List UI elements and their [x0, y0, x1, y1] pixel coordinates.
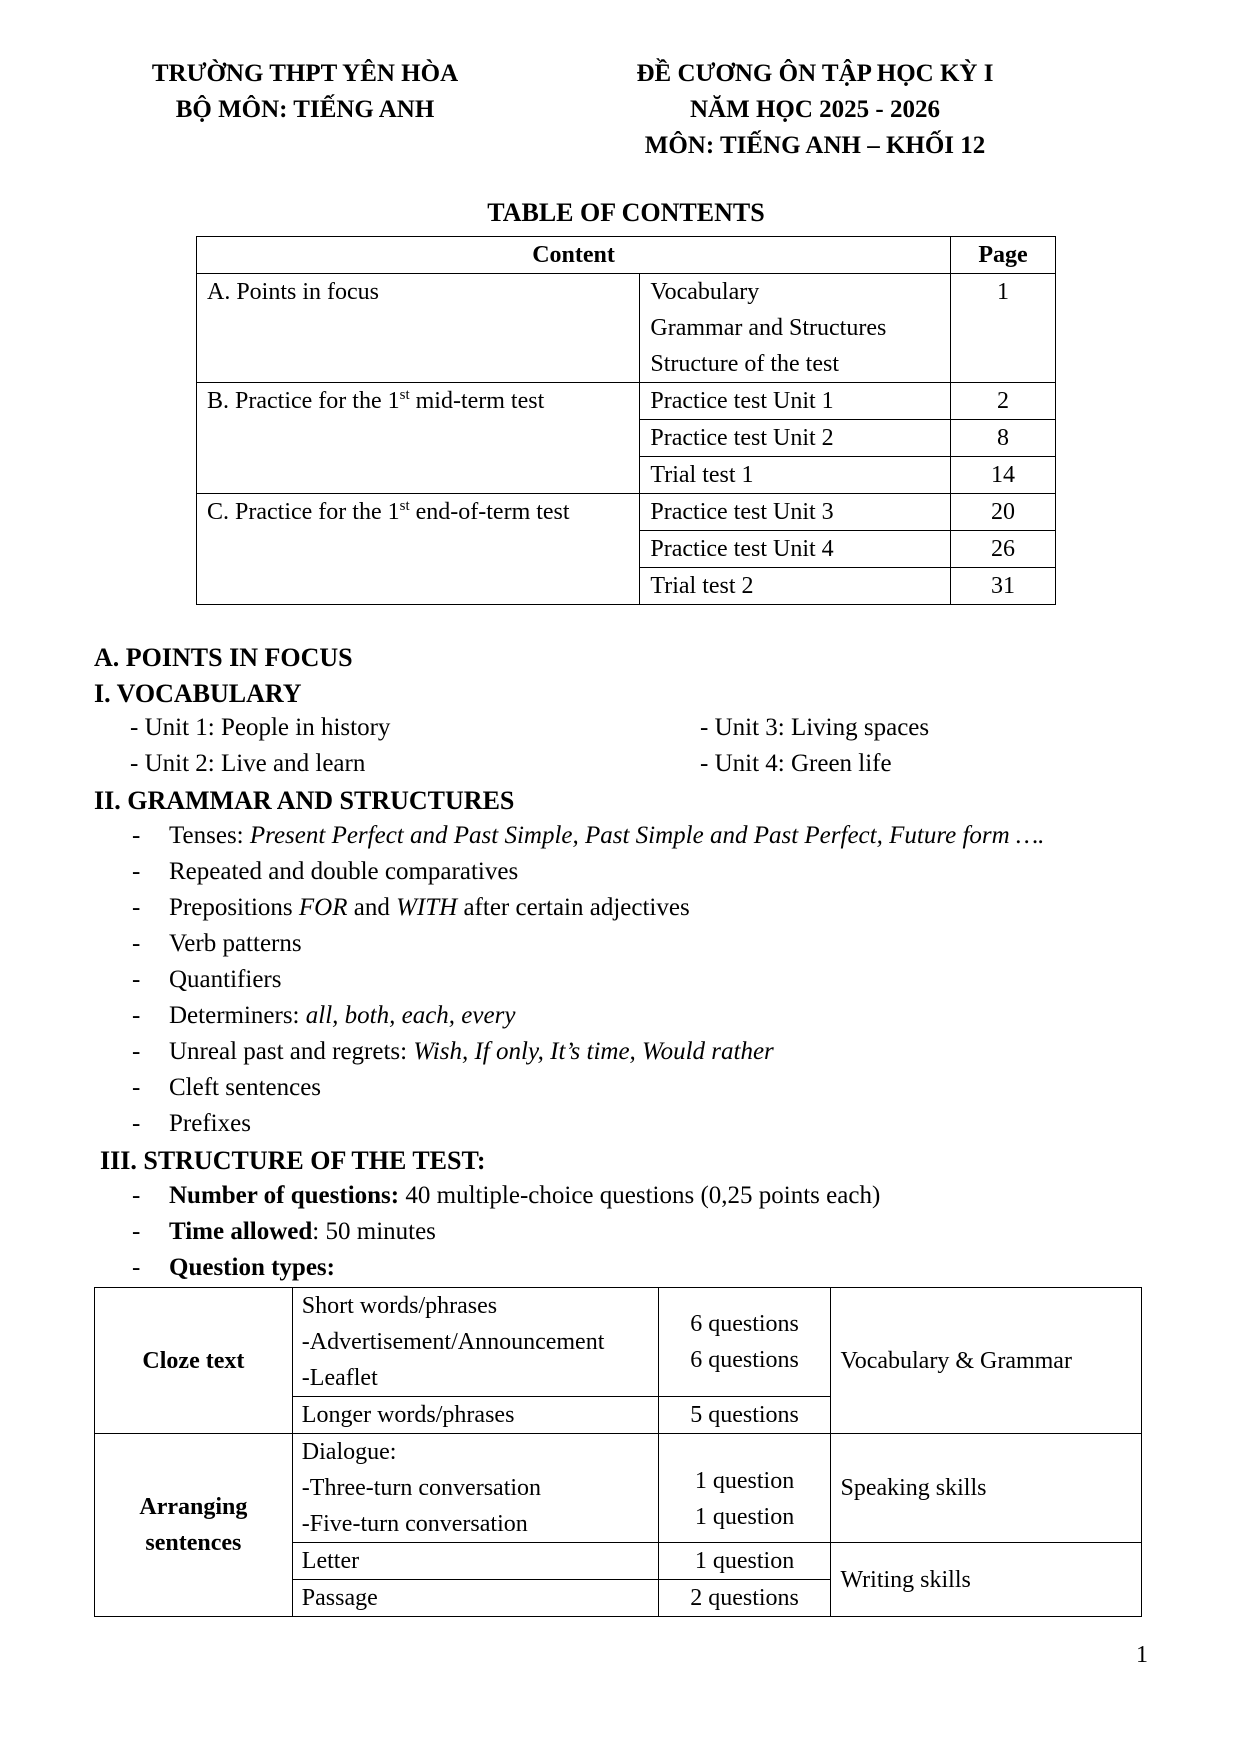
- document-title: ĐỀ CƯƠNG ÔN TẬP HỌC KỲ I: [636, 60, 994, 87]
- toc-page: 1: [951, 274, 1056, 383]
- cloze-skill: Vocabulary & Grammar: [831, 1288, 1142, 1434]
- toc-row-a: [197, 274, 1056, 383]
- toc-section-a-items: [640, 274, 951, 383]
- list-item: - Prefixes: [130, 1106, 1044, 1142]
- grammar-list: [130, 818, 1044, 1142]
- toc-item: Practice test Unit 4: [640, 531, 951, 568]
- toc-item: Trial test 2: [640, 568, 951, 605]
- department-name: BỘ MÔN: TIẾNG ANH: [175, 96, 435, 123]
- list-item: - Tenses: Present Perfect and Past Simple, Past Simple and Past Perfect, Future form ….: [130, 818, 1044, 854]
- toc-title: TABLE OF CONTENTS: [487, 198, 765, 227]
- cloze-longer: Longer words/phrases: [292, 1397, 658, 1434]
- cloze-short-cell: Short words/phrases -Advertisement/Announcement -Leaflet: [292, 1288, 658, 1397]
- vocab-unit-2: - Unit 2: Live and learn: [130, 750, 366, 777]
- passage-count: 2 questions: [658, 1580, 831, 1617]
- school-year: NĂM HỌC 2025 - 2026: [690, 96, 940, 123]
- list-item: - Quantifiers: [130, 962, 1044, 998]
- toc-section-a: A. Points in focus: [197, 274, 640, 383]
- toc-item: Vocabulary: [650, 279, 760, 305]
- toc-item: Practice test Unit 2: [640, 420, 951, 457]
- arranging-category: Arranging sentences: [95, 1434, 293, 1617]
- section-a-heading: A. POINTS IN FOCUS: [94, 643, 353, 672]
- list-item: - Verb patterns: [130, 926, 1044, 962]
- list-item: - Question types:: [130, 1250, 880, 1286]
- toc-item: Grammar and Structures: [650, 315, 887, 341]
- toc-table: [196, 236, 1056, 605]
- dialogue-counts: 1 question 1 question: [658, 1434, 831, 1543]
- vocab-unit-1: - Unit 1: People in history: [130, 714, 391, 741]
- list-item: - Cleft sentences: [130, 1070, 1044, 1106]
- toc-page: 20: [951, 494, 1056, 531]
- list-item: - Unreal past and regrets: Wish, If only, It’s time, Would rather: [130, 1034, 1044, 1070]
- vocabulary-heading: I. VOCABULARY: [94, 679, 302, 708]
- toc-item: Structure of the test: [650, 351, 840, 377]
- letter-count: 1 question: [658, 1543, 831, 1580]
- cloze-category: Cloze text: [95, 1288, 293, 1434]
- toc-row-b1: [197, 383, 1056, 420]
- toc-page: 14: [951, 457, 1056, 494]
- toc-item: Practice test Unit 1: [640, 383, 951, 420]
- document-header: [580, 56, 1050, 164]
- toc-item: Practice test Unit 3: [640, 494, 951, 531]
- toc-section-c: C. Practice for the 1st end-of-term test: [197, 494, 640, 605]
- page-number: 1: [1136, 1642, 1148, 1668]
- structure-heading: III. STRUCTURE OF THE TEST:: [100, 1146, 486, 1175]
- toc-page: 26: [951, 531, 1056, 568]
- toc-header-row: [197, 237, 1056, 274]
- school-header: [95, 56, 515, 128]
- structure-list: [130, 1178, 880, 1286]
- list-item: - Number of questions: 40 multiple-choice questions (0,25 points each): [130, 1178, 880, 1214]
- grammar-heading: II. GRAMMAR AND STRUCTURES: [94, 786, 515, 815]
- table-row: [95, 1434, 1142, 1543]
- passage-cell: Passage: [292, 1580, 658, 1617]
- school-name: TRƯỜNG THPT YÊN HÒA: [151, 60, 459, 87]
- dialogue-cell: Dialogue: -Three-turn conversation -Five-turn conversation: [292, 1434, 658, 1543]
- toc-page: 8: [951, 420, 1056, 457]
- writing-skill: Writing skills: [831, 1543, 1142, 1617]
- toc-col-content: Content: [197, 237, 951, 274]
- subject-grade: MÔN: TIẾNG ANH – KHỐI 12: [644, 132, 986, 159]
- toc-item: Trial test 1: [640, 457, 951, 494]
- list-item: - Time allowed: 50 minutes: [130, 1214, 880, 1250]
- list-item: - Repeated and double comparatives: [130, 854, 1044, 890]
- vocab-unit-3: - Unit 3: Living spaces: [700, 714, 930, 741]
- toc-page: 2: [951, 383, 1056, 420]
- list-item: - Determiners: all, both, each, every: [130, 998, 1044, 1034]
- letter-cell: Letter: [292, 1543, 658, 1580]
- cloze-longer-count: 5 questions: [658, 1397, 831, 1434]
- cloze-short-counts: 6 questions 6 questions: [658, 1288, 831, 1397]
- question-types-table: [94, 1287, 1142, 1617]
- list-item: - Prepositions FOR and WITH after certain adjectives: [130, 890, 1044, 926]
- toc-col-page: Page: [951, 237, 1056, 274]
- vocab-unit-4: - Unit 4: Green life: [700, 750, 892, 777]
- table-row: [95, 1288, 1142, 1397]
- toc-page: 31: [951, 568, 1056, 605]
- toc-section-b: B. Practice for the 1st mid-term test: [197, 383, 640, 494]
- toc-row-c1: [197, 494, 1056, 531]
- speaking-skill: Speaking skills: [831, 1434, 1142, 1543]
